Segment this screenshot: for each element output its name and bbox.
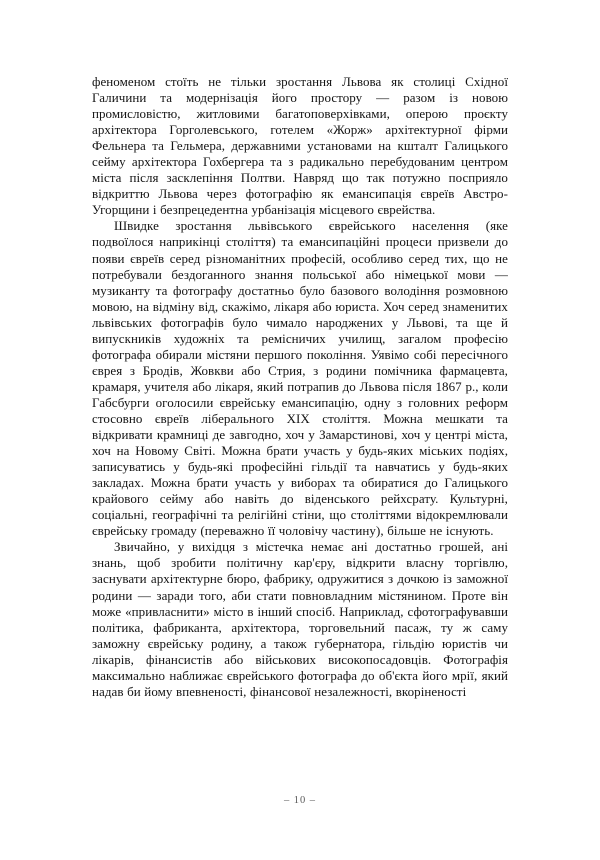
body-paragraph-1: феноменом стоїть не тільки зростання Львова як столиці Східної Галичини та модернізація його простору — разом із новою промисловістю, житловими багатоповерхівками, оперою проєкту архітектора Горголевського, готелем «Жорж» архітектурної фірми Фельнера та Гельмера, державними установами на кшталт Галицького сейму архітектора Гохбергера та з радикально перебудованим центром міста після засклепіння Полтви. Навряд що так потужно посприяло відкриттю Львова через фотографію як емансипація євреїв Австро-Угорщини і безпрецедентна урбанізація місцевого єврейства.: [92, 74, 508, 218]
body-text-column: [92, 74, 508, 700]
page-footer: [0, 790, 600, 808]
page-number: – 10 –: [284, 795, 316, 806]
body-paragraph-3: Звичайно, у вихідця з містечка немає ані достатньо грошей, ані знань, щоб зробити політичну кар'єру, відкрити власну торгівлю, заснувати архітектурне бюро, фабрику, одружитися з дочкою із заможної родини — заради того, аби стати повновладним містянином. Проте він може «привласнити» місто в інший спосіб. Наприклад, сфотографувавши політика, фабриканта, архітектора, торговельний пасаж, ту ж саму заможну єврейську родину, а також губернатора, гільдію юристів чи лікарів, фінансистів або військових високопосадовців. Фотографія максимально наближає єврейського фотографа до об'єкта його мрії, який надав би йому впевненості, фінансової незалежності, вкоріненості: [92, 539, 508, 699]
body-paragraph-2: Швидке зростання львівського єврейського населення (яке подвоїлося наприкінці століття) та емансипаційні процеси призвели до появи євреїв серед різноманітних професій, особливо серед тих, що не потребували бездоганного знання польської або німецької мови — музиканту та фотографу достатньо було базового володіння розмовною мовою, на відміну від, скажімо, лікаря або юриста. Хоч серед знаменитих львівських фотографів було чимало народжених у Львові, та ще й випускників художніх та ремісничих училищ, загалом професію фотографа обирали містяни першого покоління. Уявімо собі пересічного єврея з Бродів, Жовкви або Стрия, з родини помічника фармацевта, крамаря, учителя або лікаря, який потрапив до Львова після 1867 р., коли Габсбурги оголосили єврейську емансипацію, одну з головних реформ стосовно євреїв ліберального XIX століття. Можна мешкати та відкривати крамниці де завгодно, хоч у Замарстинові, хоч у центрі міста, хоч на Новому Світі. Можна брати участь у будь-яких міських подіях, записуватись у будь-які професійні гільдії та навчатись у будь-яких закладах. Можна брати участь у виборах та обиратися до Галицького крайового сейму або навіть до віденського рейхсрату. Культурні, соціальні, географічні та релігійні стіни, що століттями відокремлювали єврейську громаду (переважно її чоловічу частину), більше не існують.: [92, 218, 508, 539]
